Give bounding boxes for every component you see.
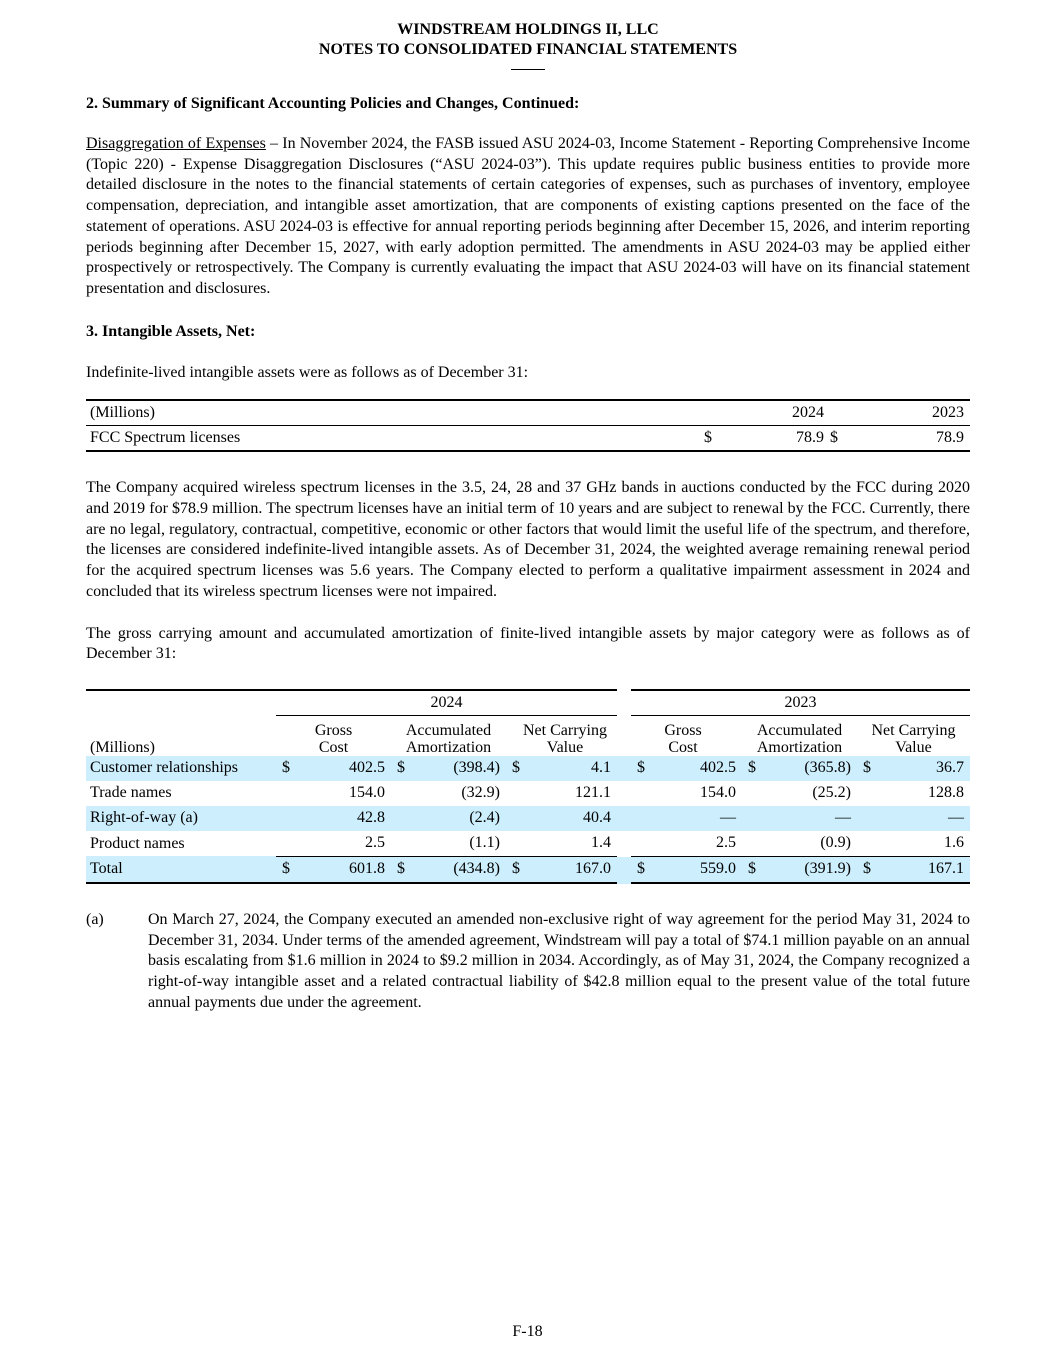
currency-symbol <box>631 784 637 802</box>
company-name: WINDSTREAM HOLDINGS II, LLC <box>397 21 659 38</box>
cell-n23 <box>857 806 970 831</box>
cell-n24 <box>506 831 624 857</box>
currency-symbol <box>276 834 282 852</box>
cell-a23 <box>742 781 857 806</box>
section-2-heading: 2. Summary of Significant Accounting Policies and Changes, Continued: <box>86 95 580 112</box>
cell-n23 <box>857 756 970 781</box>
currency-symbol <box>857 784 863 802</box>
currency-symbol: $ <box>863 759 871 777</box>
accumulated-amortization-header: Accumulated Amortization <box>405 721 492 756</box>
cell-value: 1.4 <box>591 834 611 852</box>
cell-g24 <box>276 781 391 806</box>
column-header-row <box>86 715 970 756</box>
cell-value: 402.5 <box>349 759 385 777</box>
currency-symbol <box>391 834 397 852</box>
cell-value: 2.5 <box>716 834 736 852</box>
cell-g24 <box>276 831 391 857</box>
units-label: (Millions) <box>86 400 704 426</box>
currency-symbol: $ <box>282 759 290 777</box>
cell-value: 4.1 <box>591 759 611 777</box>
cell-value: 402.5 <box>700 759 736 777</box>
cell-value: 559.0 <box>700 860 736 878</box>
gross-cost-header: Gross Cost <box>314 721 353 756</box>
disaggregation-text: – In November 2024, the FASB issued ASU 2024-03, Income Statement - Reporting Comprehensive Income (Topic 220) - Expense Disaggregation Disclosures (“ASU 2024-03”). This update requires public business entities to provide more detailed disclosure in the notes to the financial statements of certain categories of expenses, such as purchases of inventory, employee compensation, depreciation, and intangible asset amortization, that are components of existing captions presented on the face of the statement of operations. ASU 2024-03 is effective for annual reporting periods beginning after December 15, 2026, and interim reporting periods beginning after December 15, 2027, with early adoption permitted. The amendments in ASU 2024-03 may be applied either prospectively or retrospectively. The Company is currently evaluating the impact that ASU 2024-03 will have on its financial statement presentation and disclosures. <box>86 135 970 297</box>
cell-value: 40.4 <box>583 809 611 827</box>
currency-symbol <box>857 834 863 852</box>
units-label: (Millions) <box>90 738 155 756</box>
value-2024: 78.9 <box>796 429 824 447</box>
table-row <box>86 781 970 806</box>
currency-symbol <box>631 834 637 852</box>
row-label: Right-of-way (a) <box>86 806 276 831</box>
currency-symbol: $ <box>748 759 756 777</box>
cell-value: (365.8) <box>804 759 851 777</box>
currency-symbol <box>391 784 397 802</box>
currency-symbol <box>742 834 748 852</box>
row-label: FCC Spectrum licenses <box>90 429 241 447</box>
cell-value: 36.7 <box>936 759 964 777</box>
cell-value: 167.0 <box>575 860 611 878</box>
currency-symbol: $ <box>397 860 405 878</box>
year-2024-header: 2024 <box>276 690 624 716</box>
cell-n23 <box>857 831 970 857</box>
currency-symbol <box>631 809 637 827</box>
cell-n24 <box>506 781 624 806</box>
spectrum-paragraph: The Company acquired wireless spectrum licenses in the 3.5, 24, 28 and 37 GHz bands in auctions conducted by the FCC during 2020 and 2019 for $78.9 million. The spectrum licenses have an initial term of 10 years and are subject to renewal by the FCC. Currently, there are no legal, regulatory, contractual, competitive, economic or other factors that would limit the useful life of the spectrum, and therefore, the licenses are considered indefinite-lived intangible assets. As of December 31, 2024, the weighted average remaining renewal period for the acquired spectrum licenses was 5.6 years. The Company elected to perform a qualitative impairment assessment in 2024 and concluded that its wireless spectrum licenses were not impaired. <box>86 479 970 600</box>
row-label: Customer relationships <box>86 756 276 781</box>
disaggregation-paragraph <box>86 134 970 300</box>
table-header-row <box>86 400 970 426</box>
currency-symbol: $ <box>748 860 756 878</box>
cell-a24 <box>391 806 506 831</box>
currency-symbol <box>506 809 512 827</box>
cell-value: (391.9) <box>804 860 851 878</box>
year-2023-header: 2023 <box>844 400 970 426</box>
cell-value: 1.6 <box>944 834 964 852</box>
cell-value: 154.0 <box>700 784 736 802</box>
finite-intro: The gross carrying amount and accumulated amortization of finite-lived intangible assets by major category were as follows as of December 31: <box>86 624 970 663</box>
cell-value: 128.8 <box>928 784 964 802</box>
cell-value: (398.4) <box>453 759 500 777</box>
currency-symbol: $ <box>637 759 645 777</box>
table-row <box>86 426 970 452</box>
cell-value: 154.0 <box>349 784 385 802</box>
section-3-heading: 3. Intangible Assets, Net: <box>86 322 256 340</box>
currency-symbol: $ <box>704 429 712 447</box>
footnote-a <box>86 910 970 1014</box>
cell-n24 <box>506 856 624 883</box>
currency-symbol <box>276 809 282 827</box>
footnote-text: On March 27, 2024, the Company executed an amended non-exclusive right of way agreement for the period May 31, 2024 to December 31, 2034. Under terms of the amended agreement, Windstream will pay a total of $74.1 million payable on an annual basis escalating from $1.6 million in 2024 to $9.2 million in 2034. Accordingly, as of May 31, 2024, the Company recognized a right-of-way intangible asset and a related contractual liability of $42.8 million equal to the present value of the total future annual payments due under the agreement. <box>148 910 970 1011</box>
page-header <box>86 20 970 70</box>
cell-a23 <box>742 856 857 883</box>
cell-value: (2.4) <box>469 809 500 827</box>
year-2024-header: 2024 <box>722 400 826 426</box>
indefinite-intro: Indefinite-lived intangible assets were as follows as of December 31: <box>86 363 529 381</box>
cell-n24 <box>506 806 624 831</box>
row-label: Trade names <box>90 784 172 802</box>
cell-g23 <box>624 756 742 781</box>
cell-g24 <box>276 756 391 781</box>
currency-symbol <box>391 809 397 827</box>
currency-symbol: $ <box>863 860 871 878</box>
currency-symbol <box>742 784 748 802</box>
finite-lived-table <box>86 689 970 884</box>
currency-symbol <box>276 784 282 802</box>
cell-value: 121.1 <box>575 784 611 802</box>
cell-value: (32.9) <box>461 784 500 802</box>
cell-value: 601.8 <box>349 860 385 878</box>
table-row <box>86 806 970 831</box>
cell-g23 <box>624 781 742 806</box>
currency-symbol: $ <box>830 429 838 447</box>
cell-a23 <box>742 756 857 781</box>
cell-g24 <box>276 856 391 883</box>
year-header-row <box>86 690 970 716</box>
year-2023-header: 2023 <box>624 690 970 716</box>
currency-symbol: $ <box>637 860 645 878</box>
cell-a24 <box>391 856 506 883</box>
currency-symbol: $ <box>512 860 520 878</box>
footnote-mark: (a) <box>86 910 104 928</box>
cell-n24 <box>506 756 624 781</box>
currency-symbol <box>506 784 512 802</box>
cell-value: 42.8 <box>357 809 385 827</box>
currency-symbol <box>506 834 512 852</box>
table-row <box>86 831 970 857</box>
row-label: Total <box>86 856 276 883</box>
currency-symbol <box>742 809 748 827</box>
cell-value: — <box>835 809 851 827</box>
cell-value: (434.8) <box>453 860 500 878</box>
currency-symbol: $ <box>397 759 405 777</box>
cell-g24 <box>276 806 391 831</box>
cell-value: (0.9) <box>820 834 851 852</box>
cell-value: (25.2) <box>812 784 851 802</box>
currency-symbol: $ <box>512 759 520 777</box>
cell-a24 <box>391 756 506 781</box>
indefinite-lived-table <box>86 399 970 452</box>
currency-symbol <box>857 809 863 827</box>
cell-value: 167.1 <box>928 860 964 878</box>
header-divider <box>511 69 545 70</box>
net-carrying-value-header: Net Carrying Value <box>871 721 956 756</box>
cell-value: 2.5 <box>365 834 385 852</box>
currency-symbol: $ <box>282 860 290 878</box>
disaggregation-title: Disaggregation of Expenses <box>86 135 266 152</box>
cell-a23 <box>742 806 857 831</box>
cell-n23 <box>857 856 970 883</box>
cell-g23 <box>624 856 742 883</box>
cell-value: (1.1) <box>469 834 500 852</box>
gross-cost-header: Gross Cost <box>664 721 702 756</box>
net-carrying-value-header: Net Carrying Value <box>523 721 607 756</box>
total-row <box>86 856 970 883</box>
cell-n23 <box>857 781 970 806</box>
cell-a24 <box>391 781 506 806</box>
cell-g23 <box>624 831 742 857</box>
table-row <box>86 756 970 781</box>
accumulated-amortization-header: Accumulated Amortization <box>756 721 843 756</box>
row-label: Product names <box>90 834 185 852</box>
cell-a23 <box>742 831 857 857</box>
document-title: NOTES TO CONSOLIDATED FINANCIAL STATEMENTS <box>318 41 738 58</box>
cell-a24 <box>391 831 506 857</box>
document-page <box>86 0 970 1013</box>
cell-value: — <box>948 809 964 827</box>
page-number: F-18 <box>512 1323 543 1340</box>
cell-value: — <box>720 809 736 827</box>
value-2023: 78.9 <box>936 429 964 447</box>
cell-g23 <box>624 806 742 831</box>
